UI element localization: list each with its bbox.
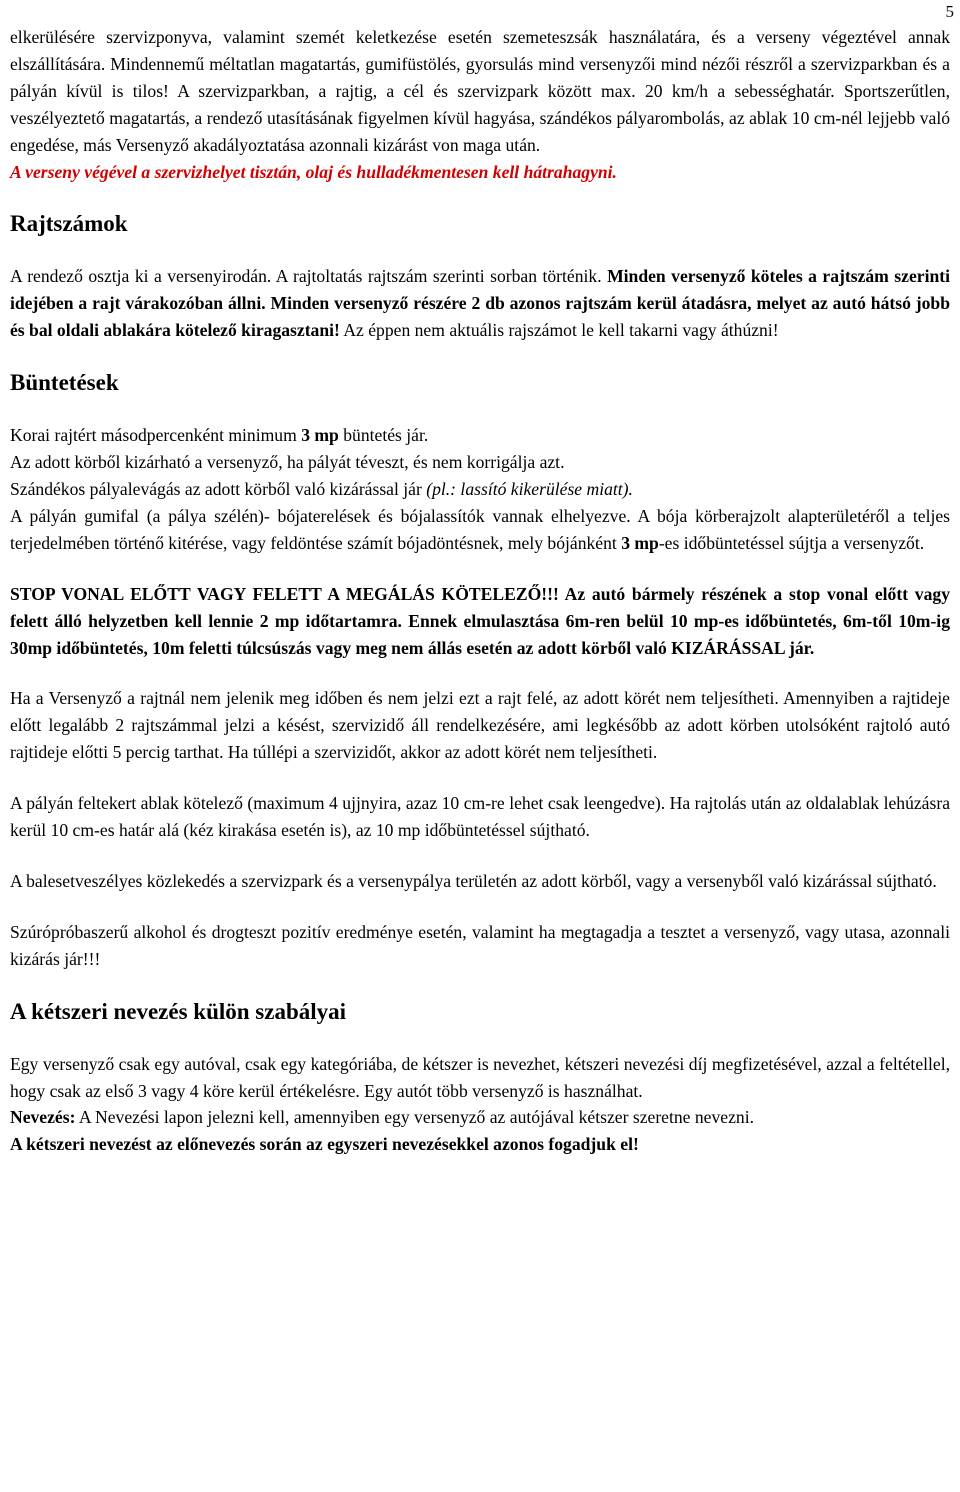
- buntetes-line-1-bold: 3 mp: [301, 425, 339, 446]
- heading-buntetesek: Büntetések: [10, 370, 119, 396]
- rajtszamok-text-2: Az éppen nem aktuális rajszámot le kell takarni vagy áthúzni!: [339, 320, 779, 341]
- intro-warning: A verseny végével a szervizhelyet tisztán, olaj és hulladékmentesen kell hátrahagyni.: [10, 161, 617, 182]
- nevezes-text: A Nevezési lapon jelezni kell, amennyiben egy versenyző az autójával kétszer szeretne nevezni.: [75, 1107, 754, 1128]
- spacer: [10, 766, 950, 790]
- rajtszamok-paragraph: [10, 263, 950, 344]
- buntetes-line-3-italic: (pl.: lassító kikerülése miatt).: [426, 478, 633, 499]
- buntetes-line-2: Az adott körből kizárható a versenyző, ha pályát téveszt, és nem korrigálja azt.: [10, 452, 565, 473]
- ketszeri-paragraph: Egy versenyző csak egy autóval, csak egy kategóriába, de kétszer is nevezhet, kétszeri nevezési díj megfizetésével, azzal a feltétellel, hogy csak az első 3 vagy 4 köre kerül értékelésre. Egy autót több versenyző is használhat.: [10, 1053, 950, 1101]
- rajtszamok-bold: Minden versenyző köteles a rajtszám szerinti idejében a rajt várakozóban állni. Minden versenyző részére 2 db azonos rajtszám kerül átadásra, melyet az autó hátsó jobb és bal oldali ablakára kötelező kiragasztani!: [10, 266, 950, 341]
- spacer: [10, 844, 950, 868]
- spacer: [10, 661, 950, 685]
- nevezes-label: Nevezés:: [10, 1107, 76, 1128]
- intro-paragraph: [10, 24, 950, 185]
- buntetes-line-1-text: Korai rajtért másodpercenként minimum: [10, 425, 302, 446]
- heading-ketszeri-nevezes: A kétszeri nevezés külön szabályai: [10, 998, 347, 1024]
- buntetes-line-4-end: -es időbüntetéssel sújtja a versenyzőt.: [658, 532, 925, 553]
- document-page: [10, 24, 950, 1158]
- stop-line-paragraph: [10, 581, 950, 662]
- ketszeri-final: A kétszeri nevezést az előnevezés során az egyszeri nevezésekkel azonos fogadjuk el!: [10, 1134, 639, 1155]
- late-start-paragraph: Ha a Versenyző a rajtnál nem jelenik meg időben és nem jelzi ezt a rajt felé, az adott körét nem teljesítheti. Amennyiben a rajtideje előtt legalább 2 rajtszámmal jelzi a késést, szervizidő áll rendelkezésére, ami legkésőbb az adott körben utolsóként rajtoló autó rajtideje előtti 5 percig tarthat. Ha túllépi a szervizidőt, akkor az adott körét nem teljesítheti.: [10, 688, 950, 763]
- heading-rajtszamok: Rajtszámok: [10, 211, 128, 237]
- spacer: [10, 895, 950, 919]
- spacer: [10, 557, 950, 581]
- buntetes-line-1: [10, 422, 950, 449]
- rajtszamok-text-1: A rendező osztja ki a versenyirodán. A rajtoltatás rajtszám szerinti sorban történik.: [10, 266, 608, 287]
- page-number: 5: [945, 2, 954, 21]
- buntetes-line-1-end: büntetés jár.: [338, 425, 429, 446]
- stop-line-rule: STOP VONAL ELŐTT VAGY FELETT A MEGÁLÁS KÖTELEZŐ!!! Az autó bármely részének a stop vonal előtt vagy felett álló helyzetben kell lennie 2 mp időtartamra. Ennek elmulasztása 6m-ren belül 10 mp-es időbüntetés, 6m-től 10m-ig 30mp időbüntetés, 10m feletti túlcsúszás vagy meg nem állás esetén az adott körből való KIZÁRÁSSAL jár.: [10, 583, 950, 658]
- nevezes-paragraph: [10, 1104, 950, 1131]
- ketszeri-final-paragraph: [10, 1131, 950, 1158]
- buntetes-line-4-text: A pályán gumifal (a pálya szélén)- bójaterelések és bójalassítók vannak elhelyezve. A bója körberajzolt alapterületéről a teljes terjedelmében történő kitérése, vagy feldöntése számít bójadöntésnek, mely bójánként: [10, 505, 950, 553]
- buntetes-line-3-text: Szándékos pályalevágás az adott körből való kizárással jár: [10, 478, 427, 499]
- window-rule-paragraph: A pályán feltekert ablak kötelező (maximum 4 ujjnyira, azaz 10 cm-re lehet csak leengedve). Ha rajtolás után az oldalablak lehúzásra kerül 10 cm-es határ alá (kéz kirakása esetén is), az 10 mp időbüntetéssel sújtható.: [10, 793, 950, 841]
- buntetes-line-4: [10, 503, 950, 557]
- buntetes-line-3: [10, 476, 950, 503]
- dangerous-driving-paragraph: A balesetveszélyes közlekedés a szervizpark és a versenypálya területén az adott körből, vagy a versenyből való kizárással sújtható.: [10, 870, 937, 891]
- alcohol-test-paragraph: Szúrópróbaszerű alkohol és drogteszt pozitív eredménye esetén, valamint ha megtagadja a tesztet a versenyző, vagy utasa, azonnali kizárás jár!!!: [10, 921, 950, 969]
- buntetes-line-4-bold: 3 mp: [621, 532, 659, 553]
- intro-text: elkerülésére szervizponyva, valamint szemét keletkezése esetén szemeteszsák használatára, és a verseny végeztével annak elszállítására. Mindennemű méltatlan magatartás, gumifüstölés, gyorsulás mind versenyzői mind nézői részről a szervizparkban és a pályán kívül is tilos! A szervizparkban, a rajtig, a cél és szervizpark között max. 20 km/h a sebességhatár. Sportszerűtlen, veszélyeztető magatartás, a rendező utasításának figyelmen kívül hagyása, szándékos pályarombolás, az ablak 10 cm-nél lejjebb való engedése, más Versenyző akadályoztatása azonnali kizárást von maga után.: [10, 27, 950, 155]
